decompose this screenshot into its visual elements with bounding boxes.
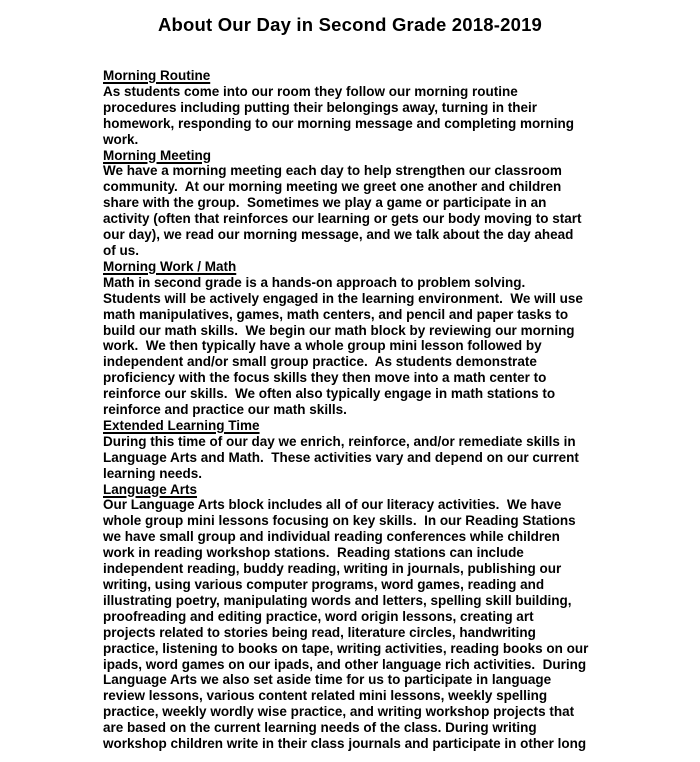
text-line: work.	[103, 131, 139, 147]
text-line: We have a morning meeting each day to help strengthen our classroom	[103, 163, 562, 179]
text-line: independent and/or small group practice. As students demonstrate	[103, 354, 537, 370]
document-title: About Our Day in Second Grade 2018-2019	[157, 14, 543, 35]
document-body	[103, 68, 643, 752]
text-line: workshop children write in their class journals and participate in other long	[103, 736, 587, 752]
text-line: homework, responding to our morning message and completing morning	[103, 115, 575, 131]
section-heading: Language Arts	[103, 481, 198, 497]
text-line: As students come into our room they follow our morning routine	[103, 83, 518, 99]
text-line: Students will be actively engaged in the learning environment. We will use	[103, 290, 583, 306]
text-line: projects related to stories being read, literature circles, handwriting	[103, 624, 536, 640]
text-line: Math in second grade is a hands-on approach to problem solving.	[103, 274, 526, 290]
text-line: reinforce and practice our math skills.	[103, 402, 347, 418]
text-line: math manipulatives, games, math centers, and pencil and paper tasks to	[103, 306, 569, 322]
text-line: Language Arts we also set aside time for us to participate in language	[103, 672, 552, 688]
text-line: Our Language Arts block includes all of our literacy activities. We have	[103, 497, 562, 513]
text-line: build our math skills. We begin our math block by reviewing our morning	[103, 322, 575, 338]
text-line: practice, weekly wordly wise practice, and writing workshop projects that	[103, 704, 575, 720]
section-heading: Morning Routine	[103, 68, 211, 83]
text-line: proficiency with the focus skills they then move into a math center to	[103, 370, 547, 386]
text-line: independent reading, buddy reading, writing in journals, publishing our	[103, 561, 562, 577]
text-line: work. We then typically have a whole group mini lesson followed by	[103, 338, 542, 354]
section-heading: Extended Learning Time	[103, 417, 260, 433]
text-line: writing, using various computer programs, word games, reading and	[103, 577, 545, 592]
text-line: review lessons, various content related mini lessons, weekly spelling	[103, 688, 548, 704]
text-line: ipads, word games on our ipads, and other language rich activities. During	[103, 656, 587, 672]
text-line: procedures including putting their belongings away, turning in their	[103, 99, 538, 115]
text-line: learning needs.	[103, 465, 203, 481]
text-line: practice, listening to books on tape, writing activities, reading books on our	[103, 640, 589, 656]
text-line: proofreading and editing practice, word origin lessons, creating art	[103, 608, 534, 624]
text-line: we have small group and individual reading conferences while children	[103, 529, 560, 545]
text-line: whole group mini lessons focusing on key skills. In our Reading Stations	[103, 513, 576, 529]
text-line: reinforce our skills. We often also typically engage in math stations to	[103, 386, 556, 402]
text-line: community. At our morning meeting we greet one another and children	[103, 179, 562, 195]
text-line: of us.	[103, 242, 139, 258]
section-heading: Morning Meeting	[103, 147, 211, 163]
text-line: illustrating poetry, manipulating words and letters, spelling skill building,	[103, 592, 572, 608]
text-line: our day), we read our morning message, and we talk about the day ahead	[103, 227, 574, 243]
text-line: Language Arts and Math. These activities vary and depend on our current	[103, 449, 579, 465]
text-line: activity (often that reinforces our learning or gets our body moving to start	[103, 211, 582, 227]
text-line: work in reading workshop stations. Reading stations can include	[103, 545, 524, 561]
text-line: are based on the current learning needs of the class. During writing	[103, 720, 537, 736]
text-line: share with the group. Sometimes we play a game or participate in an	[103, 195, 547, 211]
section-heading: Morning Work / Math	[103, 258, 237, 274]
text-line: During this time of our day we enrich, reinforce, and/or remediate skills in	[103, 433, 576, 449]
